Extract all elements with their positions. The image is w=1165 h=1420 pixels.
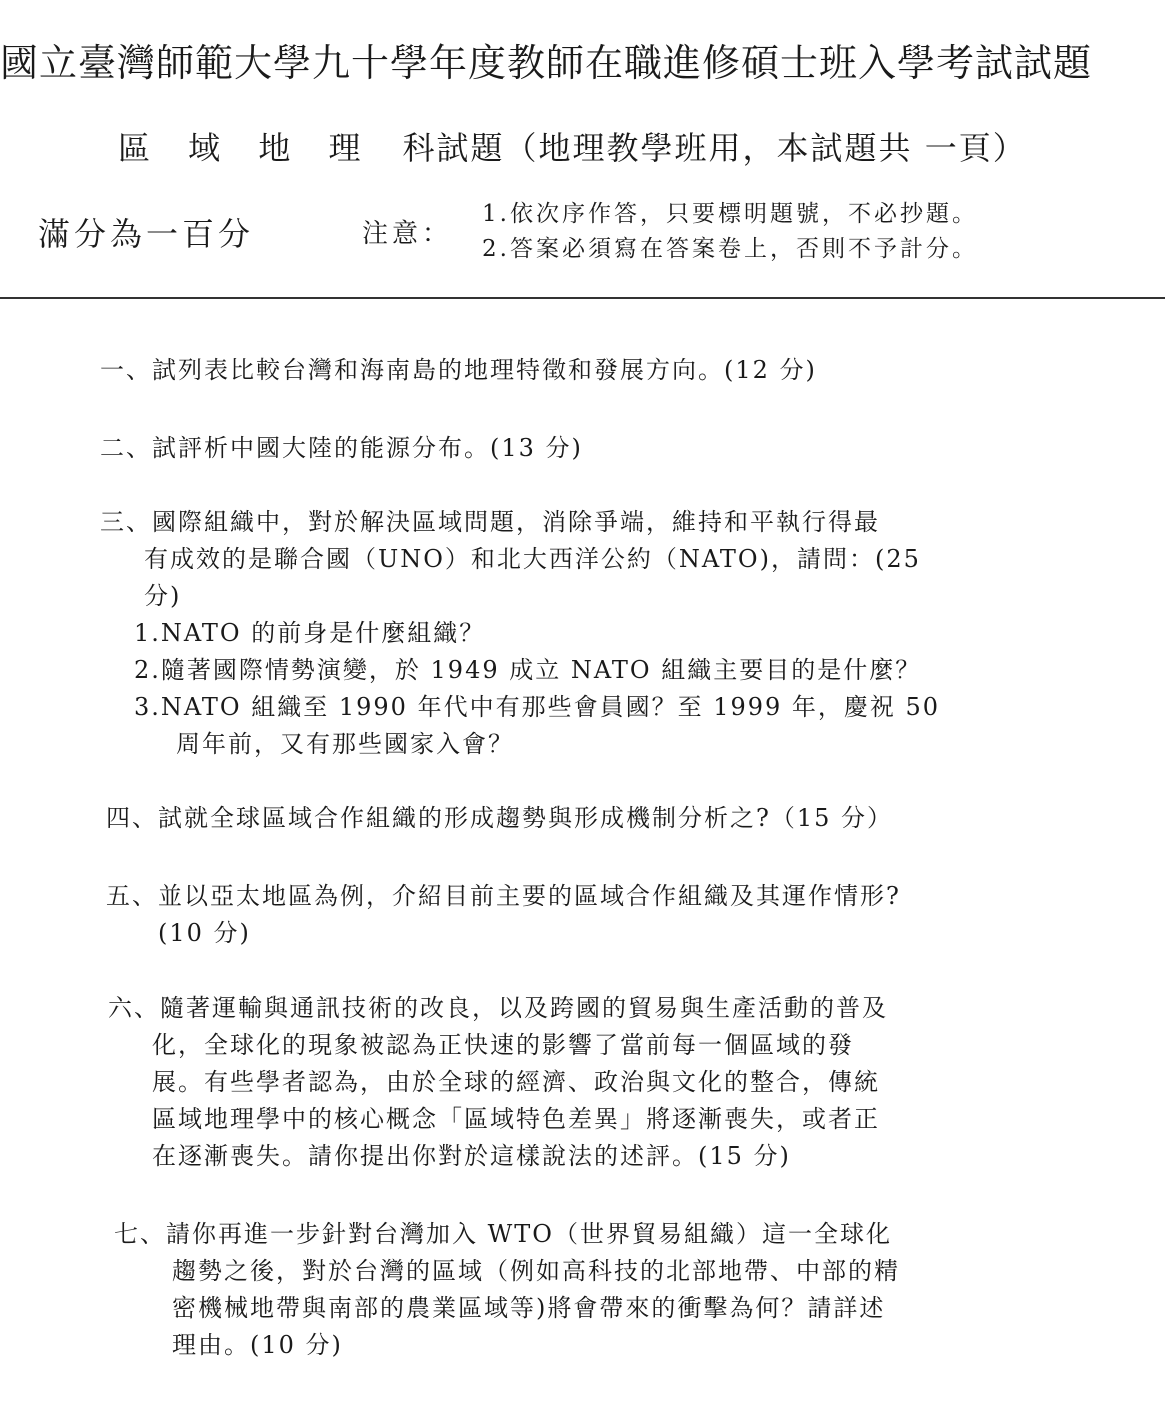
sub-question-1 — [100, 615, 940, 652]
question-line: 展。有些學者認為，由於全球的經濟、政治與文化的整合，傳統 — [152, 1068, 880, 1096]
question-6 — [108, 990, 888, 1175]
question-line: 二、試評析中國大陸的能源分布。(13 分) — [100, 434, 583, 462]
exam-subtitle — [118, 126, 1027, 170]
question-4 — [106, 800, 893, 837]
sub-question-3 — [100, 689, 940, 763]
sub-question-line: 1.NATO 的前身是什麼組織？ — [134, 619, 486, 647]
exam-title: 國立臺灣師範大學九十學年度教師在職進修碩士班入學考試試題 — [0, 41, 1093, 85]
sub-question-line: 2.隨著國際情勢演變，於 1949 成立 NATO 組織主要目的是什麼？ — [134, 656, 922, 684]
full-score: 滿分為一百分 — [38, 215, 255, 253]
question-line: 三、國際組織中，對於解決區域問題，消除爭端，維持和平執行得最 — [100, 508, 880, 536]
question-5 — [106, 878, 901, 952]
sub-question-line: 周年前，又有那些國家入會？ — [176, 730, 514, 758]
sub-question-2 — [100, 652, 940, 689]
notice-list — [482, 197, 978, 267]
notice-item: 2.答案必須寫在答案卷上，否則不予計分。 — [482, 236, 978, 262]
notice-item: 1.依次序作答，只要標明題號，不必抄題。 — [482, 201, 978, 227]
question-line: (10 分) — [158, 919, 251, 947]
question-line: 理由。(10 分) — [172, 1331, 343, 1359]
subject-name: 區 域 地 理 — [118, 129, 375, 167]
sub-question-line: 3.NATO 組織至 1990 年代中有那些會員國？至 1999 年，慶祝 50 — [134, 693, 941, 721]
question-line: 分) — [144, 582, 182, 610]
question-line: 五、並以亞太地區為例，介紹目前主要的區域合作組織及其運作情形? — [106, 882, 901, 910]
question-3 — [100, 504, 940, 763]
question-line: 四、試就全球區域合作組織的形成趨勢與形成機制分析之?（15 分） — [106, 804, 894, 832]
question-line: 趨勢之後，對於台灣的區域（例如高科技的北部地帶、中部的精 — [172, 1257, 900, 1285]
notice-label: 注意： — [362, 219, 453, 249]
question-line: 一、試列表比較台灣和海南島的地理特徵和發展方向。(12 分) — [100, 356, 817, 384]
question-line: 有成效的是聯合國（UNO）和北大西洋公約（NATO)，請問：(25 — [144, 545, 921, 573]
question-line: 六、隨著運輸與通訊技術的改良，以及跨國的貿易與生產活動的普及 — [108, 994, 888, 1022]
question-2 — [100, 430, 583, 467]
question-line: 七、請你再進一步針對台灣加入 WTO（世界貿易組織）這一全球化 — [114, 1220, 892, 1248]
question-7 — [114, 1216, 900, 1364]
question-line: 密機械地帶與南部的農業區域等)將會帶來的衝擊為何？請詳述 — [172, 1294, 886, 1322]
question-line: 化，全球化的現象被認為正快速的影響了當前每一個區域的發 — [152, 1031, 854, 1059]
question-line: 在逐漸喪失。請你提出你對於這樣說法的述評。(15 分) — [152, 1142, 791, 1170]
question-line: 區域地理學中的核心概念「區域特色差異」將逐漸喪失，或者正 — [152, 1105, 880, 1133]
header-divider — [0, 297, 1165, 299]
question-1 — [100, 352, 817, 389]
subtitle-rest: 科試題（地理教學班用，本試題共 一頁） — [402, 129, 1027, 167]
